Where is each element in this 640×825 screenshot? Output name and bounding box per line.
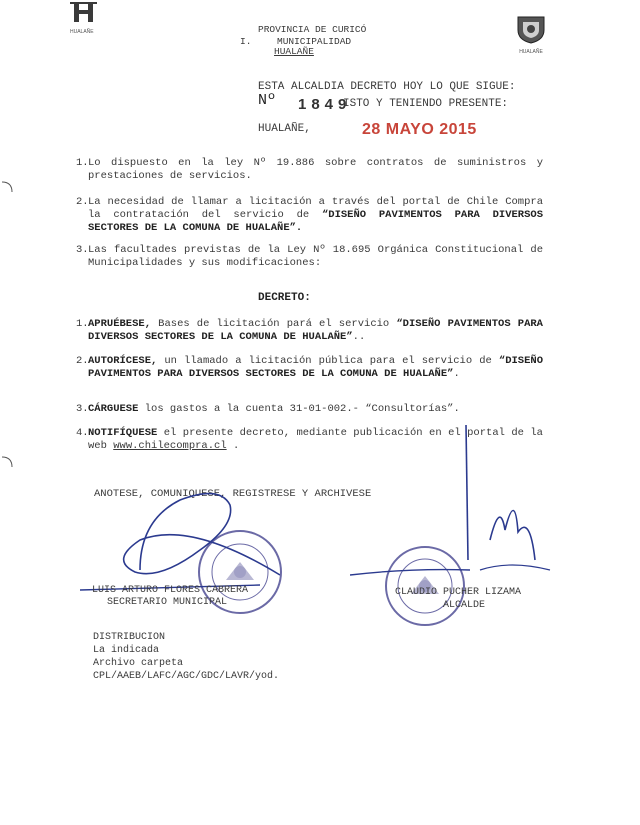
chilecompra-link[interactable]: www.chilecompra.cl bbox=[113, 440, 227, 452]
consideration-2: 2. La necesidad de llamar a licitación a través del portal de Chile Compra la contratación del servicio de “DISEÑO PAVIMENTOS PARA DIVERSOS SECTORES DE LA COMUNA DE HUALAÑE”. bbox=[76, 196, 543, 234]
place-line: HUALAÑE, bbox=[258, 123, 311, 135]
mayor-name: CLAUDIO PUCHER LIZAMA bbox=[395, 587, 522, 598]
visto-line: ISTO Y TENIENDO PRESENTE: bbox=[343, 98, 509, 110]
resolution-4: 4. NOTIFÍQUESE el presente decreto, mediante publicación en el portal de la web www.chilecompra.cl . bbox=[76, 427, 543, 452]
coat-of-arms-icon bbox=[512, 14, 550, 44]
resolution-2: 2. AUTORÍCESE, un llamado a licitación pública para el servicio de “DISEÑO PAVIMENTOS PARA DIVERSOS SECTORES DE LA COMUNA DE HUALAÑE”. bbox=[76, 355, 543, 380]
mayor-signature bbox=[350, 420, 570, 600]
date-stamp: 28 MAYO 2015 bbox=[362, 121, 477, 138]
distribution-line-1: La indicada bbox=[93, 645, 160, 656]
distribution-line-2: Archivo carpeta bbox=[93, 658, 184, 669]
left-logo-icon bbox=[66, 2, 106, 24]
mayor-title: ALCALDE bbox=[443, 600, 486, 611]
right-logo bbox=[512, 14, 550, 55]
closing-line: ANOTESE, COMUNIQUESE, REGISTRESE Y ARCHIVESE bbox=[94, 488, 372, 500]
intro-line: ESTA ALCALDIA DECRETO HOY LO QUE SIGUE: bbox=[258, 81, 516, 93]
distribution-line-3: CPL/AAEB/LAFC/AGC/GDC/LAVR/yod. bbox=[93, 671, 280, 682]
decreto-heading: DECRETO: bbox=[258, 292, 311, 304]
left-logo-text: HUALAÑE bbox=[70, 29, 94, 35]
town-line: HUALAÑE bbox=[274, 46, 314, 57]
resolution-3: 3. CÁRGUESE los gastos a la cuenta 31-01-002.- “Consultorías”. bbox=[76, 403, 460, 415]
punch-hole-icon bbox=[0, 455, 14, 469]
consideration-1: 1. Lo dispuesto en la ley Nº 19.886 sobre contratos de suministros y prestaciones de servicios. bbox=[76, 157, 543, 182]
distribution-heading: DISTRIBUCION bbox=[93, 632, 166, 643]
right-logo-text: HUALAÑE bbox=[519, 49, 543, 55]
consideration-3: 3. Las facultades previstas de la Ley Nº 18.695 Orgánica Constitucional de Municipalidades y sus modificaciones: bbox=[76, 244, 543, 269]
punch-hole-icon bbox=[0, 180, 14, 194]
secretary-title: SECRETARIO MUNICIPAL bbox=[107, 597, 228, 608]
secretary-name: LUIS ARTURO FLORES CABRERA bbox=[92, 585, 249, 596]
left-logo bbox=[66, 2, 106, 34]
decree-number-stamp: 1849 bbox=[298, 96, 352, 113]
decree-number-label: Nº bbox=[258, 92, 277, 109]
resolution-1: 1. APRUÉBESE, Bases de licitación pará el servicio “DISEÑO PAVIMENTOS PARA DIVERSOS SECTORES DE LA COMUNA DE HUALAÑE”.. bbox=[76, 318, 543, 343]
municipality-line: MUNICIPALIDAD bbox=[277, 36, 352, 47]
province-line: PROVINCIA DE CURICÓ bbox=[258, 24, 367, 35]
municipality-prefix: I. bbox=[240, 36, 252, 47]
